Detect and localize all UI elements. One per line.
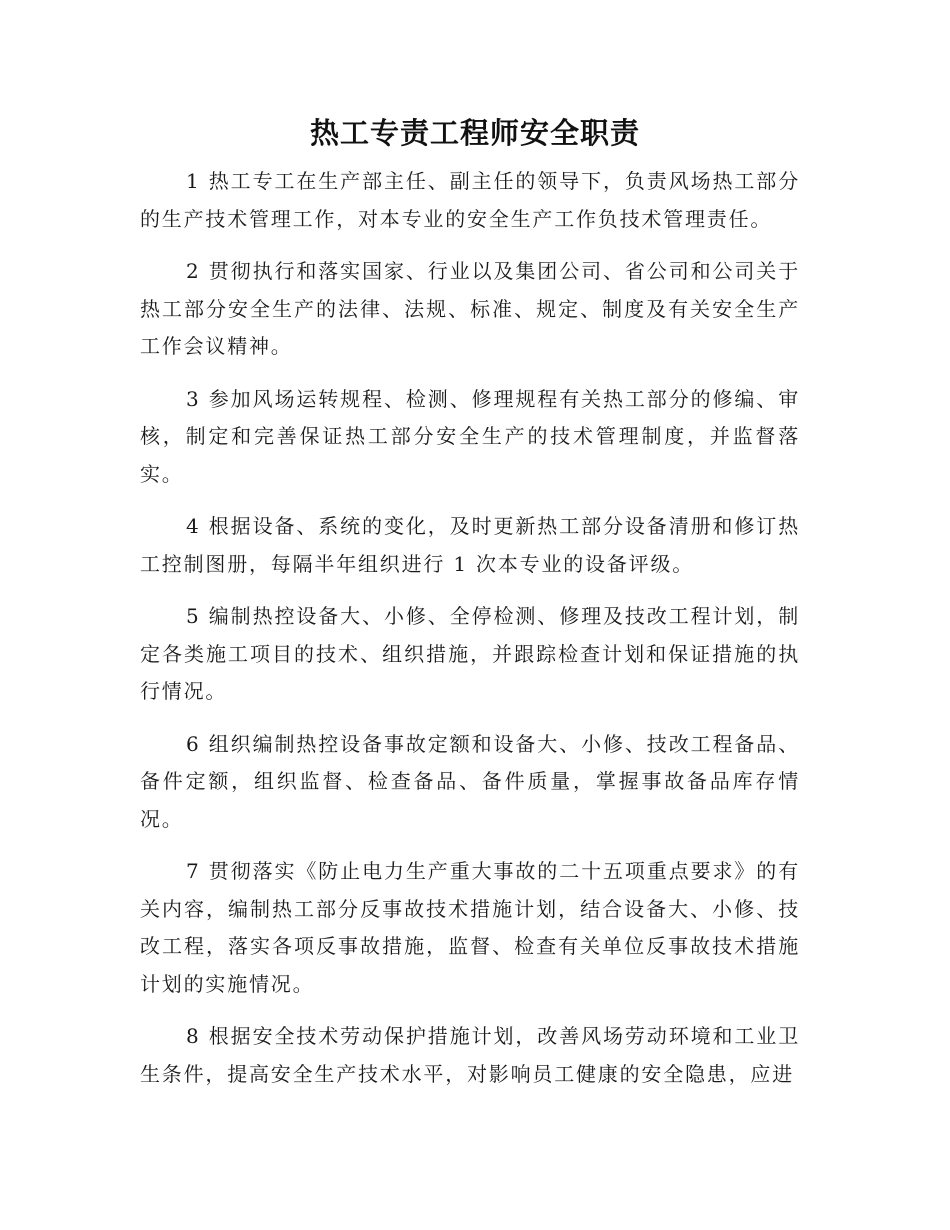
document-body bbox=[140, 163, 800, 1108]
paragraph-1: 1 热工专工在生产部主任、副主任的领导下，负责风场热工部分的生产技术管理工作，对本专业的安全生产工作负技术管理责任。 bbox=[140, 169, 800, 231]
document-title: 热工专责工程师安全职责 bbox=[309, 116, 640, 150]
paragraph-2: 2 贯彻执行和落实国家、行业以及集团公司、省公司和公司关于热工部分安全生产的法律、法规、标准、规定、制度及有关安全生产工作会议精神。 bbox=[140, 259, 800, 358]
paragraph-8: 8 根据安全技术劳动保护措施计划，改善风场劳动环境和工业卫生条件，提高安全生产技术水平，对影响员工健康的安全隐患，应进 bbox=[140, 1024, 800, 1086]
paragraph-3: 3 参加风场运转规程、检测、修理规程有关热工部分的修编、审核，制定和完善保证热工部分安全生产的技术管理制度，并监督落实。 bbox=[140, 386, 800, 486]
paragraph-5: 5 编制热控设备大、小修、全停检测、修理及技改工程计划，制定各类施工项目的技术、组织措施，并跟踪检查计划和保证措施的执行情况。 bbox=[140, 604, 800, 703]
paragraph-7: 7 贯彻落实《防止电力生产重大事故的二十五项重点要求》的有关内容，编制热工部分反事故技术措施计划，结合设备大、小修、技改工程，落实各项反事故措施，监督、检查有关单位反事故技术措施计划的实施情况。 bbox=[140, 859, 800, 996]
paragraph-4: 4 根据设备、系统的变化，及时更新热工部分设备清册和修订热工控制图册，每隔半年组织进行 1 次本专业的设备评级。 bbox=[140, 514, 800, 576]
paragraph-6: 6 组织编制热控设备事故定额和设备大、小修、技改工程备品、备件定额，组织监督、检查备品、备件质量，掌握事故备品库存情况。 bbox=[140, 731, 800, 831]
